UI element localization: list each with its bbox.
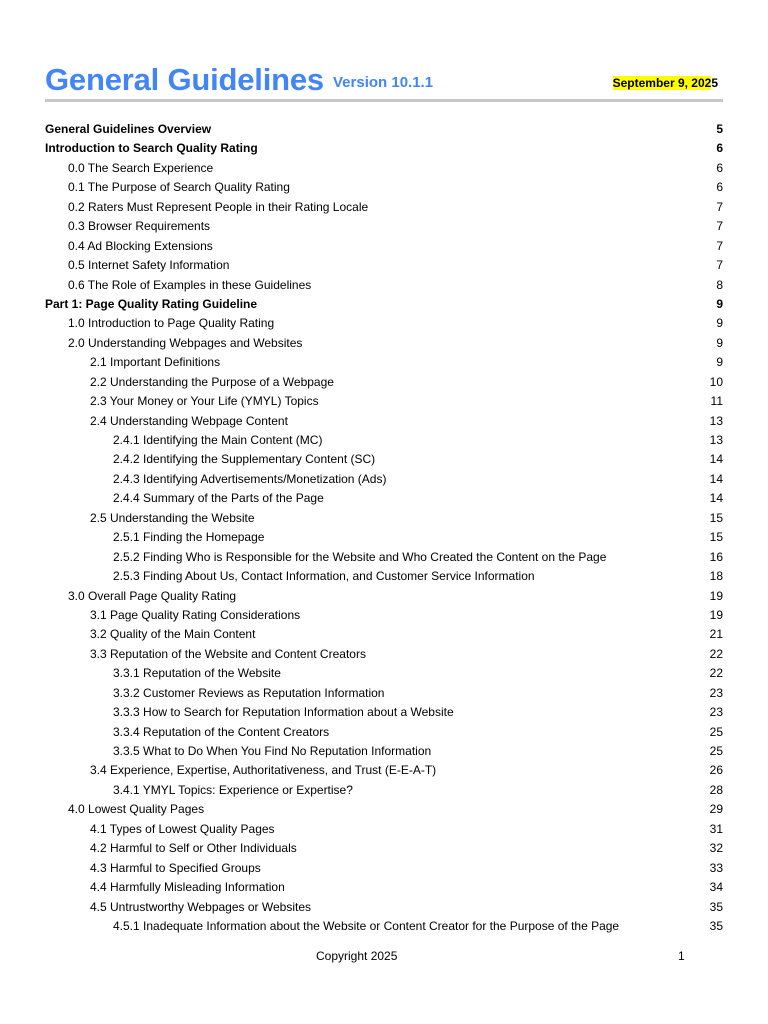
toc-entry-title: 3.0 Overall Page Quality Rating bbox=[68, 588, 237, 603]
toc-entry-page: 26 bbox=[709, 763, 723, 778]
toc-entry[interactable] bbox=[45, 373, 723, 392]
toc-entry[interactable] bbox=[45, 917, 723, 936]
toc-entry[interactable] bbox=[45, 664, 723, 683]
toc-entry[interactable] bbox=[45, 684, 723, 703]
toc-entry-title: 3.2 Quality of the Main Content bbox=[90, 627, 256, 642]
toc-entry-page: 9 bbox=[716, 296, 723, 311]
toc-entry[interactable] bbox=[45, 742, 723, 761]
toc-entry-page: 19 bbox=[709, 607, 723, 622]
toc-entry-title: 3.3.1 Reputation of the Website bbox=[113, 666, 281, 681]
toc-entry-page: 16 bbox=[709, 549, 723, 564]
toc-entry-page: 29 bbox=[709, 802, 723, 817]
toc-entry-title: 2.4.2 Identifying the Supplementary Content (SC) bbox=[113, 452, 376, 467]
toc-entry[interactable] bbox=[45, 567, 723, 586]
copyright-text: Copyright 2025 bbox=[316, 949, 398, 963]
toc-entry-page: 33 bbox=[709, 860, 723, 875]
document-title: General Guidelines bbox=[45, 62, 324, 97]
toc-entry-title: 0.5 Internet Safety Information bbox=[68, 258, 230, 273]
toc-entry-page: 6 bbox=[716, 141, 723, 156]
toc-entry[interactable] bbox=[45, 761, 723, 780]
toc-entry-title: 0.0 The Search Experience bbox=[68, 160, 214, 175]
toc-entry-title: 3.3.3 How to Search for Reputation Information about a Website bbox=[113, 705, 454, 720]
toc-entry[interactable] bbox=[45, 450, 723, 469]
toc-entry-title: 1.0 Introduction to Page Quality Rating bbox=[68, 316, 275, 331]
document-header bbox=[45, 62, 723, 102]
toc-entry-title: 2.4.1 Identifying the Main Content (MC) bbox=[113, 433, 323, 447]
toc-entry-page: 13 bbox=[709, 413, 723, 428]
toc-entry-title: 2.5.2 Finding Who is Responsible for the Website and Who Created the Content on the Page bbox=[113, 549, 607, 564]
toc-entry-title: 2.5 Understanding the Website bbox=[90, 510, 255, 525]
toc-entry-page: 14 bbox=[709, 471, 723, 486]
toc-entry[interactable] bbox=[45, 587, 723, 606]
date-tail-text: 5 bbox=[711, 76, 718, 90]
toc-entry-title: 4.2 Harmful to Self or Other Individuals bbox=[90, 841, 297, 856]
toc-entry[interactable] bbox=[45, 353, 723, 372]
toc-entry[interactable] bbox=[45, 898, 723, 917]
toc-entry-title: 2.4.4 Summary of the Parts of the Page bbox=[113, 491, 324, 506]
toc-entry[interactable] bbox=[45, 314, 723, 333]
toc-entry-page: 35 bbox=[709, 918, 723, 933]
toc-entry-page: 25 bbox=[709, 744, 723, 758]
toc-entry-page: 23 bbox=[709, 705, 723, 720]
toc-entry-page: 32 bbox=[709, 841, 723, 856]
toc-entry-page: 34 bbox=[709, 880, 723, 895]
toc-entry-title: 0.4 Ad Blocking Extensions bbox=[68, 238, 213, 253]
toc-entry-page: 6 bbox=[716, 180, 723, 195]
toc-entry-page: 18 bbox=[709, 569, 723, 584]
toc-entry-page: 21 bbox=[709, 627, 723, 642]
toc-entry[interactable] bbox=[45, 820, 723, 839]
toc-entry-page: 22 bbox=[709, 646, 723, 661]
toc-entry-page: 5 bbox=[716, 122, 723, 136]
toc-entry-title: 2.4 Understanding Webpage Content bbox=[90, 413, 288, 428]
toc-entry[interactable] bbox=[45, 509, 723, 528]
version-label: Version 10.1.1 bbox=[333, 74, 434, 91]
toc-entry-page: 15 bbox=[709, 530, 723, 545]
toc-entry-title: 0.1 The Purpose of Search Quality Rating bbox=[68, 180, 290, 195]
toc-entry-page: 7 bbox=[716, 238, 723, 253]
toc-entry[interactable] bbox=[45, 470, 723, 489]
toc-entry-title: 2.2 Understanding the Purpose of a Webpage bbox=[90, 374, 334, 389]
toc-entry[interactable] bbox=[45, 217, 723, 236]
toc-entry-page: 22 bbox=[709, 666, 723, 681]
toc-entry[interactable] bbox=[45, 198, 723, 217]
toc-entry-page: 8 bbox=[716, 277, 723, 292]
toc-entry[interactable] bbox=[45, 878, 723, 897]
toc-entry-title: 4.1 Types of Lowest Quality Pages bbox=[90, 821, 275, 836]
toc-entry[interactable] bbox=[45, 489, 723, 508]
toc-entry-page: 31 bbox=[709, 821, 723, 836]
toc-entry[interactable] bbox=[45, 276, 723, 295]
toc-entry-page: 9 bbox=[716, 355, 723, 370]
toc-entry-title: 4.4 Harmfully Misleading Information bbox=[90, 880, 285, 895]
toc-entry-title: 3.1 Page Quality Rating Considerations bbox=[90, 607, 301, 622]
toc-entry-page: 25 bbox=[709, 724, 723, 739]
toc-entry-title: 2.1 Important Definitions bbox=[90, 355, 221, 370]
toc-entry-title: 0.3 Browser Requirements bbox=[68, 219, 211, 234]
document-date bbox=[613, 76, 718, 90]
toc-entry[interactable] bbox=[45, 645, 723, 664]
toc-entry-page: 23 bbox=[709, 685, 723, 700]
toc-entry-page: 19 bbox=[709, 588, 723, 603]
toc-entry[interactable] bbox=[45, 392, 723, 411]
toc-entry[interactable] bbox=[45, 139, 723, 158]
toc-entry-title: 0.6 The Role of Examples in these Guidelines bbox=[68, 277, 312, 292]
toc-entry-page: 7 bbox=[716, 199, 723, 214]
toc-entry[interactable] bbox=[45, 606, 723, 625]
toc-entry-page: 11 bbox=[710, 394, 723, 409]
toc-entry-title: 2.5.3 Finding About Us, Contact Information, and Customer Service Information bbox=[113, 569, 535, 584]
toc-entry-title: 3.3.4 Reputation of the Content Creators bbox=[113, 724, 330, 739]
toc-entry[interactable] bbox=[45, 120, 723, 139]
toc-entry-page: 9 bbox=[716, 335, 723, 350]
toc-entry[interactable] bbox=[45, 237, 723, 256]
toc-entry-title: 2.4.3 Identifying Advertisements/Monetization (Ads) bbox=[113, 471, 387, 486]
toc-entry[interactable] bbox=[45, 548, 723, 567]
toc-entry-page: 10 bbox=[709, 374, 723, 389]
toc-entry-page: 6 bbox=[716, 160, 723, 175]
toc-entry[interactable] bbox=[45, 431, 723, 450]
toc-entry-title: Part 1: Page Quality Rating Guideline bbox=[45, 296, 258, 311]
toc-entry[interactable] bbox=[45, 781, 723, 800]
toc-entry-title: General Guidelines Overview bbox=[45, 122, 212, 136]
toc-entry-page: 14 bbox=[709, 452, 723, 467]
toc-entry[interactable] bbox=[45, 703, 723, 722]
toc-entry-title: 3.3.5 What to Do When You Find No Reputation Information bbox=[113, 744, 432, 758]
toc-entry[interactable] bbox=[45, 178, 723, 197]
header-divider bbox=[45, 99, 723, 102]
toc-entry-page: 7 bbox=[716, 258, 723, 273]
toc-entry-page: 7 bbox=[716, 219, 723, 234]
date-highlighted-text: September 9, 202 bbox=[612, 76, 712, 90]
toc-entry-title: 0.2 Raters Must Represent People in their Rating Locale bbox=[68, 199, 369, 214]
toc-entry-title: 2.0 Understanding Webpages and Websites bbox=[68, 335, 303, 350]
toc-entry-page: 13 bbox=[709, 433, 723, 447]
toc-entry-page: 28 bbox=[709, 782, 723, 797]
toc-entry[interactable] bbox=[45, 334, 723, 353]
toc-entry-page: 35 bbox=[709, 899, 723, 914]
toc-entry[interactable] bbox=[45, 800, 723, 819]
toc-entry-title: 4.0 Lowest Quality Pages bbox=[68, 802, 205, 817]
toc-entry-page: 14 bbox=[709, 491, 723, 506]
toc-entry[interactable] bbox=[45, 159, 723, 178]
toc-entry[interactable] bbox=[45, 412, 723, 431]
toc-entry[interactable] bbox=[45, 839, 723, 858]
toc-entry[interactable] bbox=[45, 859, 723, 878]
toc-entry-page: 9 bbox=[716, 316, 723, 331]
toc-entry[interactable] bbox=[45, 528, 723, 547]
toc-entry[interactable] bbox=[45, 723, 723, 742]
toc-entry[interactable] bbox=[45, 256, 723, 275]
toc-entry-title: 2.3 Your Money or Your Life (YMYL) Topics bbox=[90, 394, 319, 409]
page-number: 1 bbox=[678, 949, 685, 963]
toc-entry-title: 3.3 Reputation of the Website and Content Creators bbox=[90, 646, 366, 661]
table-of-contents bbox=[45, 120, 723, 936]
toc-entry-title: Introduction to Search Quality Rating bbox=[45, 141, 258, 156]
toc-entry-title: 4.3 Harmful to Specified Groups bbox=[90, 860, 261, 875]
toc-entry-title: 3.4.1 YMYL Topics: Experience or Expertise? bbox=[113, 782, 353, 797]
toc-entry-title: 4.5 Untrustworthy Webpages or Websites bbox=[90, 899, 311, 914]
toc-entry-page: 15 bbox=[709, 510, 723, 525]
toc-entry-title: 3.3.2 Customer Reviews as Reputation Information bbox=[113, 685, 385, 700]
toc-entry-title: 2.5.1 Finding the Homepage bbox=[113, 530, 265, 545]
toc-entry-title: 3.4 Experience, Expertise, Authoritativeness, and Trust (E-E-A-T) bbox=[90, 763, 437, 778]
toc-entry[interactable] bbox=[45, 625, 723, 644]
toc-entry-title: 4.5.1 Inadequate Information about the Website or Content Creator for the Purpose of the Page bbox=[113, 918, 620, 933]
toc-entry[interactable] bbox=[45, 295, 723, 314]
